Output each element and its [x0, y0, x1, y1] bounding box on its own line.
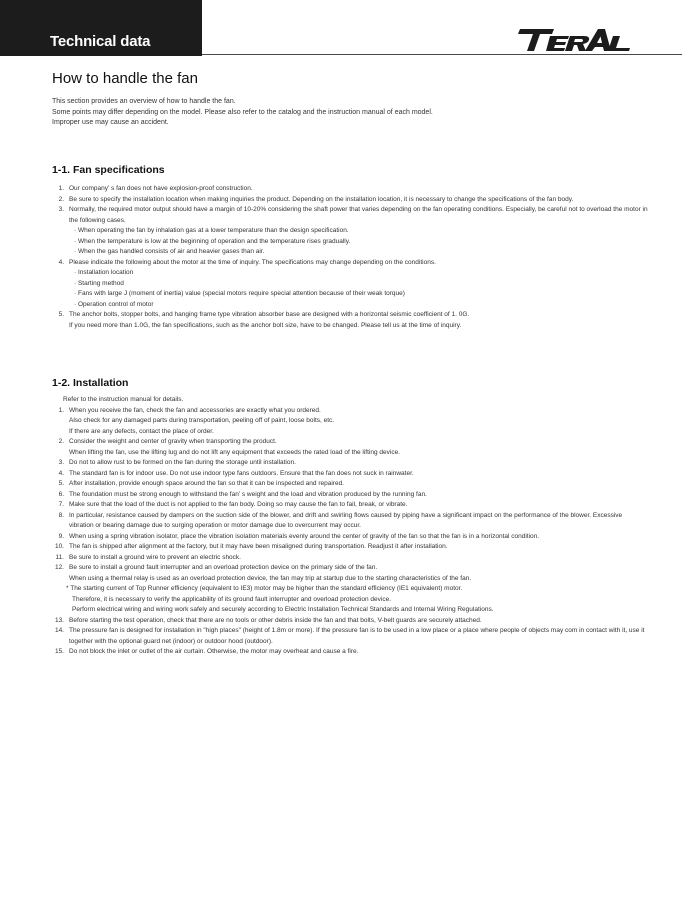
sub-item: · When operating the fan by inhalation gas at a lower temperature than the design specification. [74, 227, 349, 234]
list-item [52, 647, 648, 658]
item-text [69, 310, 648, 331]
list-item [52, 469, 648, 480]
list-item [52, 563, 648, 584]
sub-item: · When the temperature is low at the beginning of operation and the temperature rises gradually. [74, 237, 351, 245]
item-number: 9. [58, 532, 64, 540]
list-item [52, 310, 648, 331]
item-line: After installation, provide enough space around the fan so that it can be inspected and repaired. [69, 480, 344, 487]
item-line: Before starting the test operation, check that there are no tools or other debris inside the fan and that bolts, V-belt guards are securely attached. [69, 616, 482, 624]
item-line: The anchor bolts, stopper bolts, and hanging frame type vibration absorber base are designed with a horizontal seismic coefficient of 1. 0G. [69, 311, 470, 318]
item-line: If you need more than 1.0G, the fan specifications, such as the anchor bolt size, have to be changed. Please tell us at the time of inquiry. [69, 321, 462, 329]
item-line: When you receive the fan, check the fan and accessories are exactly what you ordered. [69, 406, 321, 414]
item-line: Do not block the inlet or outlet of the air curtain. Otherwise, the motor may overheat and cause a fire. [69, 648, 359, 655]
section-lead: Refer to the instruction manual for details. [63, 396, 184, 403]
item-number: 10. [54, 543, 64, 550]
list-item [52, 184, 648, 195]
sub-item: · Installation location [74, 269, 134, 276]
page-header [0, 0, 682, 56]
item-text [69, 511, 648, 532]
sub-item: · Fans with large J (moment of inertia) value (special motors require special attention because of their weak torque) [74, 290, 405, 297]
list-item [52, 437, 648, 458]
list-item [52, 195, 648, 206]
item-line: Also check for any damaged parts during transportation, peeling off of paint, loose bolts, etc. [69, 417, 335, 424]
sub-item: · When the gas handled consists of air and heavier gases than air. [74, 248, 265, 255]
item-text [69, 258, 648, 269]
list-item [52, 500, 648, 511]
item-line: Be sure to specify the installation location when making inquiries the product. Depending on the installation location, it is necessary to change the specifications of the fan body. [69, 195, 574, 203]
list-item [52, 205, 648, 226]
item-number: 3. [58, 459, 64, 466]
item-line: Consider the weight and center of gravity when transporting the product. [69, 438, 277, 445]
header-tab [0, 0, 202, 56]
item-line: Be sure to install a ground wire to prevent an electric shock. [69, 553, 241, 561]
item-text [69, 647, 648, 658]
list-item [52, 553, 648, 564]
item-line: Do not to allow rust to be formed on the fan during the storage until installation. [69, 459, 296, 466]
item-line: When using a spring vibration isolator, place the vibration isolation materials evenly around the center of gravity of the fan so that the fan is in a horizontal condition. [69, 532, 540, 540]
item-text [69, 195, 648, 206]
item-number: 5. [58, 311, 64, 318]
item-number: 1. [58, 185, 64, 192]
list-item [52, 511, 648, 532]
item-line: The fan is shipped after alignment at the factory, but it may have been misaligned during transportation. Readjust it after installation. [69, 543, 448, 550]
list-item [52, 458, 648, 469]
item-text [69, 437, 648, 458]
page-title: How to handle the fan [52, 70, 198, 87]
item-text [69, 626, 648, 647]
header-rule [202, 54, 682, 55]
item-text [69, 469, 648, 480]
item-text [69, 553, 648, 564]
item-line: The standard fan is for indoor use. Do not use indoor type fans outdoors. Ensure that the fan does not suck in rainwater. [69, 469, 414, 477]
fan-specifications-list [52, 184, 648, 331]
item-number: 1. [58, 406, 64, 414]
list-item [52, 490, 648, 501]
intro-line: Improper use may cause an accident. [52, 119, 169, 126]
list-item [52, 258, 648, 269]
item-text [69, 458, 648, 469]
list-item [52, 542, 648, 553]
item-line: The foundation must be strong enough to withstand the fan’ s weight and the load and vibration produced by the running fan. [69, 490, 427, 498]
item-line: Please indicate the following about the motor at the time of inquiry. The specifications may change depending on the conditions. [69, 258, 436, 266]
item-text [69, 542, 648, 553]
teral-logo [514, 27, 632, 53]
list-item [52, 616, 648, 627]
item-number: 4. [58, 469, 64, 477]
note-line: Therefore, it is necessary to verify the applicability of its ground fault interrupter and overload protection device. [72, 595, 392, 603]
item-number: 5. [58, 480, 64, 487]
item-number: 12. [54, 564, 64, 571]
item-text [69, 479, 648, 490]
item-number: 2. [58, 195, 64, 203]
item-number: 4. [58, 258, 64, 266]
item-text [69, 563, 648, 584]
item-line: When using a thermal relay is used as an overload protection device, the fan may trip at startup due to the starting characteristics of the fan. [69, 574, 472, 582]
intro-line: This section provides an overview of how to handle the fan. [52, 98, 236, 105]
header-tab-title: Technical data [50, 33, 151, 50]
item-number: 7. [58, 501, 64, 508]
item-number: 2. [58, 438, 64, 445]
item-line: When lifting the fan, use the lifting lug and do not lift any equipment that exceeds the rated load of the lifting device. [69, 448, 400, 456]
section-title-installation: 1-2. Installation [52, 377, 129, 389]
item-text [69, 500, 648, 511]
section-title-fan-specifications: 1-1. Fan specifications [52, 164, 165, 176]
item-number: 14. [54, 627, 64, 634]
item-number: 6. [58, 490, 64, 498]
item-text [69, 406, 648, 438]
intro-line: Some points may differ depending on the model. Please also refer to the catalog and the instruction manual of each model. [52, 108, 433, 116]
item-number: 13. [54, 616, 64, 624]
list-item [52, 532, 648, 543]
item-number: 8. [58, 511, 64, 519]
list-item [52, 479, 648, 490]
item-line: The pressure fan is designed for installation in "high places" (height of 1.8m or more). If the pressure fan is to be used in a low place or a place where people of objects may com in contact with it, use it together with the optional guard net (indoor) or outdoor hood (outdoor). [69, 627, 645, 645]
item-text [69, 490, 648, 501]
sub-item: · Starting method [74, 279, 124, 287]
item-number: 15. [54, 648, 64, 655]
sub-item: · Operation control of motor [74, 300, 154, 308]
note-line: Perform electrical wiring and wiring work safely and securely according to Electric Installation Technical Standards and Internal Wiring Regulations. [72, 606, 494, 613]
item-line: Our company’ s fan does not have explosion-proof construction. [69, 185, 253, 192]
item-line: Normally, the required motor output should have a margin of 10-20% considering the shaft power that varies depending on the fan operating conditions. Especially, be careful not to overload the motor in the following cases. [69, 206, 648, 224]
item-text [69, 184, 648, 195]
item-text [69, 532, 648, 543]
item-number: 3. [58, 206, 64, 213]
item-line: In particular, resistance caused by dampers on the suction side of the blower, and drift and swirling flows caused by piping have a significant impact on the performance of the blower. Excessive vibration or bearing damage due to surging operation or motor damage due to overcurrent may occur. [69, 511, 623, 529]
item-number: 11. [55, 553, 64, 561]
list-item [52, 406, 648, 438]
intro-paragraph [52, 97, 652, 129]
item-line: If there are any defects, contact the place of order. [69, 427, 214, 435]
note-line: * The starting current of Top Runner efficiency (equivalent to IE3) motor may be higher than the standard efficiency (IE1 equivalent) motor. [66, 585, 463, 592]
item-text [69, 616, 648, 627]
item-line: Make sure that the load of the duct is not applied to the fan body. Doing so may cause the fan to fail, break, or vibrate. [69, 501, 408, 508]
list-item [52, 626, 648, 647]
item-text [69, 205, 648, 226]
installation-list [52, 395, 648, 658]
item-line: Be sure to install a ground fault interrupter and an overload protection device on the primary side of the fan. [69, 564, 378, 571]
